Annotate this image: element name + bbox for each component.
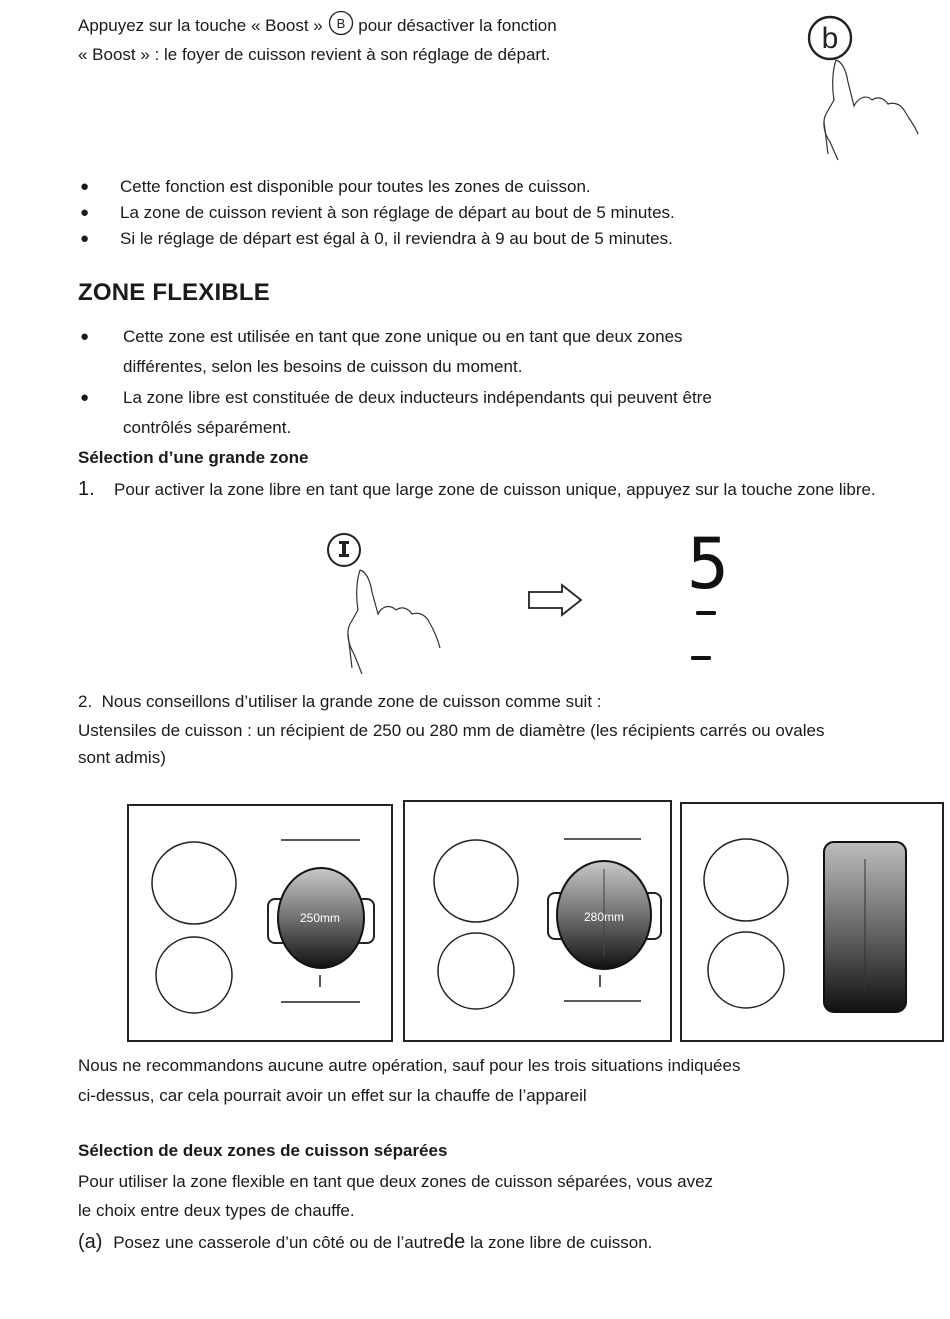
flex-bullet-2-line2: contrôlés séparément.	[123, 418, 292, 437]
finger-press-flex-key-illustration	[320, 528, 450, 688]
boost-bullet-2: La zone de cuisson revient à son réglage de départ au bout de 5 minutes.	[120, 203, 675, 222]
section-heading-zone-flexible: ZONE FLEXIBLE	[78, 279, 270, 306]
warning-line2: ci-dessus, car cela pourrait avoir un effet sur la chauffe de l’appareil	[78, 1086, 587, 1105]
warning-line1: Nous ne recommandons aucune autre opération, sauf pour les trois situations indiquées	[78, 1056, 741, 1075]
step2-line	[78, 691, 602, 713]
step2-text: Nous conseillons d’utiliser la grande zone de cuisson comme suit :	[101, 692, 602, 711]
cookware-line1: Ustensiles de cuisson : un récipient de 250 ou 280 mm de diamètre (les récipients carrés ou ovales	[78, 721, 825, 740]
display-dash	[696, 611, 716, 615]
boost-bullet-1: Cette fonction est disponible pour toutes les zones de cuisson.	[120, 177, 591, 196]
right-arrow-icon	[528, 584, 584, 618]
pan-label-250: 250mm	[299, 911, 341, 925]
boost-instruction-line1	[78, 15, 557, 37]
bullet-marker: ●	[80, 230, 90, 247]
display-digit: 5	[686, 523, 730, 605]
bullet-marker: ●	[80, 328, 90, 345]
cookware-line2: sont admis)	[78, 748, 166, 767]
finger-press-boost-illustration	[800, 10, 930, 170]
step1-text: Pour activer la zone libre en tant que large zone de cuisson unique, appuyez sur la touche zone libre.	[114, 480, 876, 499]
flex-bullet-1-line1: Cette zone est utilisée en tant que zone unique ou en tant que deux zones	[123, 327, 683, 346]
item-a-text-part3: la zone libre de cuisson.	[465, 1233, 653, 1252]
flex-bullet-1-line2: différentes, selon les besoins de cuisson du moment.	[123, 357, 523, 376]
subheading-two-zones: Sélection de deux zones de cuisson séparées	[78, 1141, 448, 1160]
pan-label-280: 280mm	[583, 910, 625, 924]
hob-panel-250mm	[128, 805, 392, 1041]
item-a-text-part1: Posez une casserole d’un côté ou de l’autre	[113, 1233, 444, 1252]
hob-diagram-panels	[0, 795, 950, 1045]
boost-big-key-letter: b	[821, 22, 839, 55]
step1-number: 1.	[78, 478, 95, 500]
item-a-line	[78, 1231, 652, 1254]
boost-key-letter: B	[336, 16, 345, 31]
two-zones-line1: Pour utiliser la zone flexible en tant que deux zones de cuisson séparées, vous avez	[78, 1172, 714, 1191]
boost-key-icon	[328, 15, 354, 37]
flex-bullet-2-line1: La zone libre est constituée de deux inducteurs indépendants qui peuvent être	[123, 388, 712, 407]
item-a-label: (a)	[78, 1231, 103, 1253]
bullet-marker: ●	[80, 204, 90, 221]
boost-instruction-line2: « Boost » : le foyer de cuisson revient à son réglage de départ.	[78, 45, 551, 64]
display-dash	[691, 656, 711, 660]
seven-segment-display	[686, 523, 736, 670]
two-zones-line2: le choix entre deux types de chauffe.	[78, 1201, 355, 1220]
hob-panel-rectangular	[681, 803, 943, 1041]
hob-panel-280mm	[404, 801, 671, 1041]
bullet-marker: ●	[80, 178, 90, 195]
boost-instruction-text-after: pour désactiver la fonction	[358, 16, 557, 35]
step2-number: 2.	[78, 692, 93, 711]
subheading-large-zone: Sélection d’une grande zone	[78, 448, 309, 467]
boost-bullet-3: Si le réglage de départ est égal à 0, il reviendra à 9 au bout de 5 minutes.	[120, 229, 673, 248]
item-a-text-part2: de	[443, 1231, 466, 1253]
boost-instruction-text-before: Appuyez sur la touche « Boost »	[78, 16, 323, 35]
bullet-marker: ●	[80, 389, 90, 406]
